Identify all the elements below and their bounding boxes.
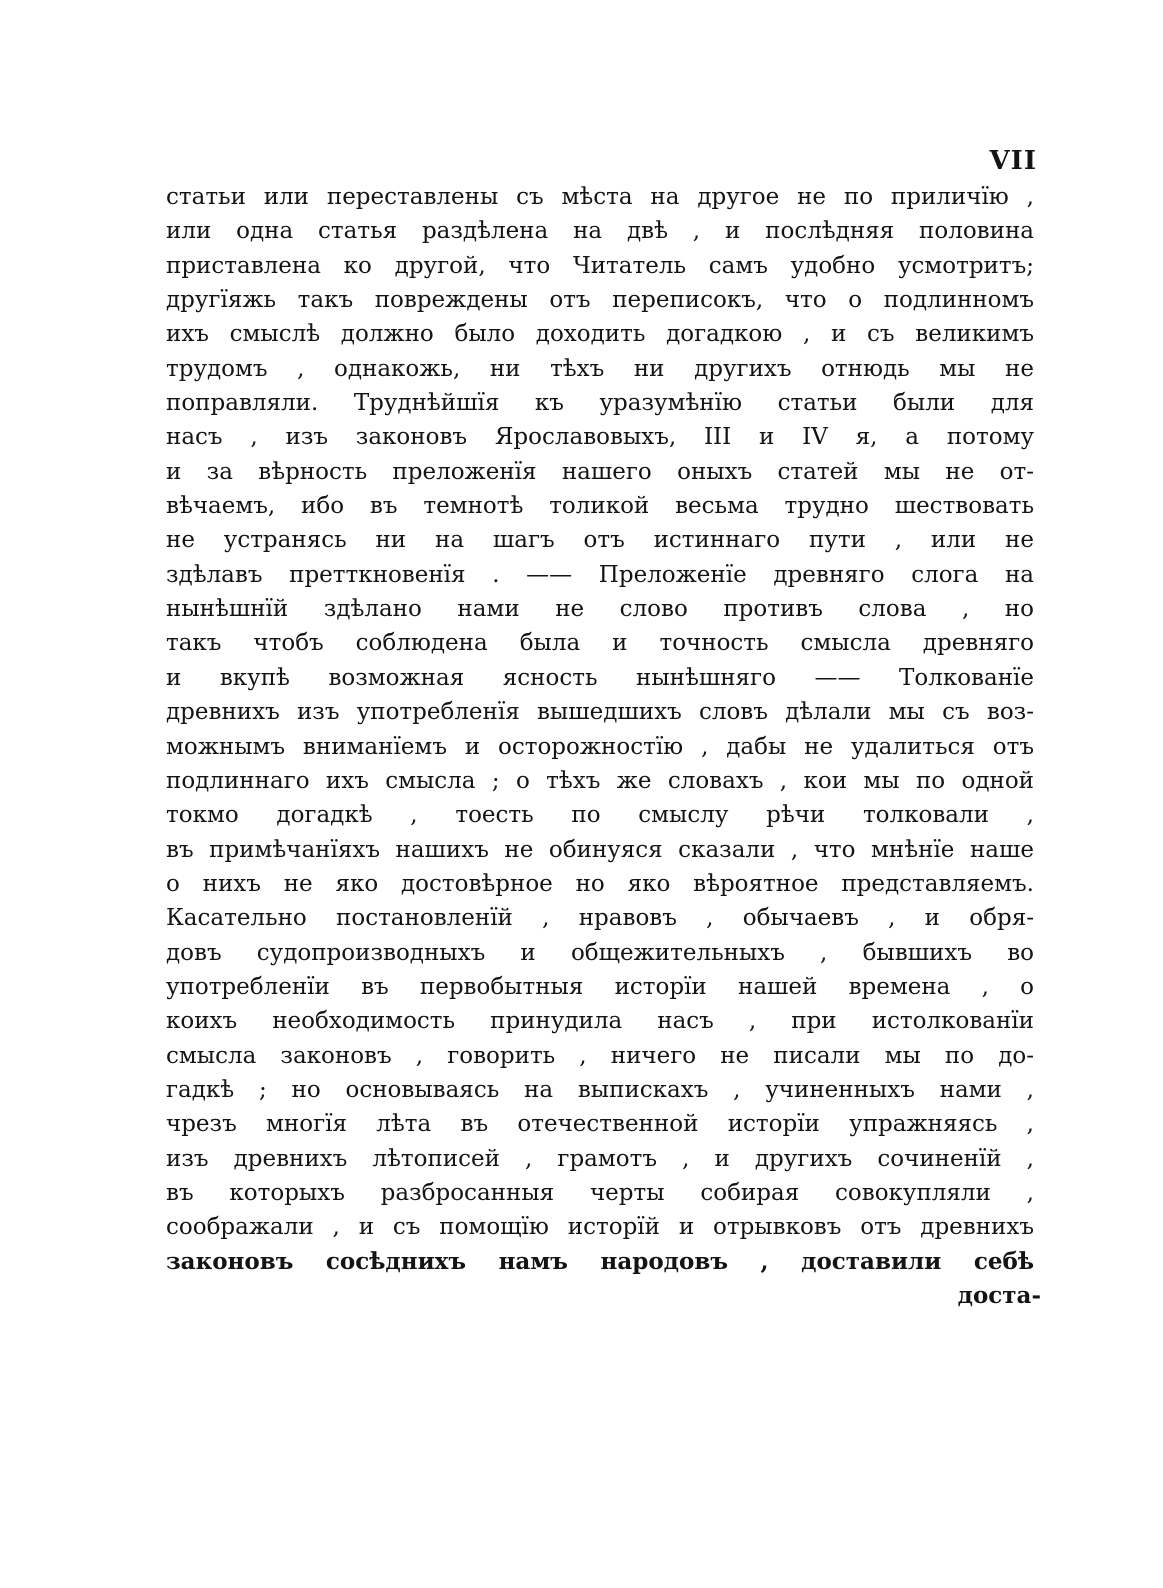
text-line: въ которыхъ разбросанныя черты собирая совокупляли ,	[166, 1179, 1034, 1206]
text-line: довъ судопроизводныхъ и общежительныхъ , бывшихъ во	[166, 939, 1034, 966]
text-line: можнымъ вниманїемъ и осторожностїю , дабы не удалиться отъ	[166, 733, 1034, 760]
text-line: приставлена ко другой, что Читатель самъ удобно усмотритъ;	[166, 252, 1034, 279]
text-line: употребленїи въ первобытныя исторїи нашей времена , о	[166, 973, 1034, 1000]
text-line: такъ чтобъ соблюдена была и точность смысла древняго	[166, 630, 1034, 657]
text-line: вѣчаемъ, ибо въ темнотѣ толикой весьма трудно шествовать	[166, 493, 1034, 520]
text-line: ихъ смыслѣ должно было доходить догадкою , и съ великимъ	[166, 321, 1034, 348]
page-number: VII	[989, 146, 1037, 176]
text-line: статьи или переставлены съ мѣста на другое не по приличїю ,	[166, 184, 1034, 210]
text-line: изъ древнихъ лѣтописей , грамотъ , и другихъ сочиненїй ,	[166, 1145, 1034, 1172]
text-line: другїяжь такъ повреждены отъ переписокъ, что о подлинномъ	[166, 287, 1034, 314]
text-line: не устранясь ни на шагъ отъ истиннаго пути , или не	[166, 527, 1034, 554]
text-line: чрезъ многїя лѣта въ отечественной исторїи упражняясь ,	[166, 1111, 1034, 1138]
text-line: древнихъ изъ употребленїя вышедшихъ словъ дѣлали мы съ воз-	[166, 699, 1034, 726]
text-line: подлиннаго ихъ смысла ; о тѣхъ же словахъ , кои мы по одной	[166, 767, 1034, 794]
text-line: или одна статья раздѣлена на двѣ , и послѣдняя половина	[166, 218, 1034, 245]
text-line: и вкупѣ возможная ясность нынѣшняго —— Толкованїе	[166, 664, 1034, 691]
text-line: поправляли. Труднѣйшїя къ уразумѣнїю статьи были для	[166, 390, 1034, 417]
text-line: здѣлавъ претткновенїя . —— Преложенїе древняго слога на	[166, 561, 1034, 588]
text-line: Касательно постановленїй , нравовъ , обычаевъ , и обря-	[166, 905, 1034, 932]
text-line: нынѣшнїй здѣлано нами не слово противъ слова , но	[166, 596, 1034, 623]
text-line: и за вѣрность преложенїя нашего оныхъ статей мы не от-	[166, 458, 1034, 485]
catchword: доста-	[957, 1282, 1041, 1309]
text-line: законовъ сосѣднихъ намъ народовъ , доставили себѣ	[166, 1247, 1034, 1275]
text-line: смысла законовъ , говорить , ничего не писали мы по до-	[166, 1042, 1034, 1069]
text-line: трудомъ , однакожь, ни тѣхъ ни другихъ отнюдь мы не	[166, 355, 1034, 382]
text-line: токмо догадкѣ , тоесть по смыслу рѣчи толковали ,	[166, 802, 1034, 829]
text-line: соображали , и съ помощїю исторїй и отрывковъ отъ древнихъ	[166, 1214, 1034, 1241]
text-line: гадкѣ ; но основываясь на выпискахъ , учиненныхъ нами ,	[166, 1076, 1034, 1103]
page-body-text	[166, 180, 1034, 1279]
text-line: о нихъ не яко достовѣрное но яко вѣроятное представляемъ.	[166, 870, 1034, 897]
text-line: коихъ необходимость принудила насъ , при истолкованїи	[166, 1008, 1034, 1035]
text-line: въ примѣчанїяхъ нашихъ не обинуяся сказали , что мнѣнїе наше	[166, 836, 1034, 863]
text-line: насъ , изъ законовъ Ярославовыхъ, III и IV я, а потому	[166, 424, 1034, 451]
